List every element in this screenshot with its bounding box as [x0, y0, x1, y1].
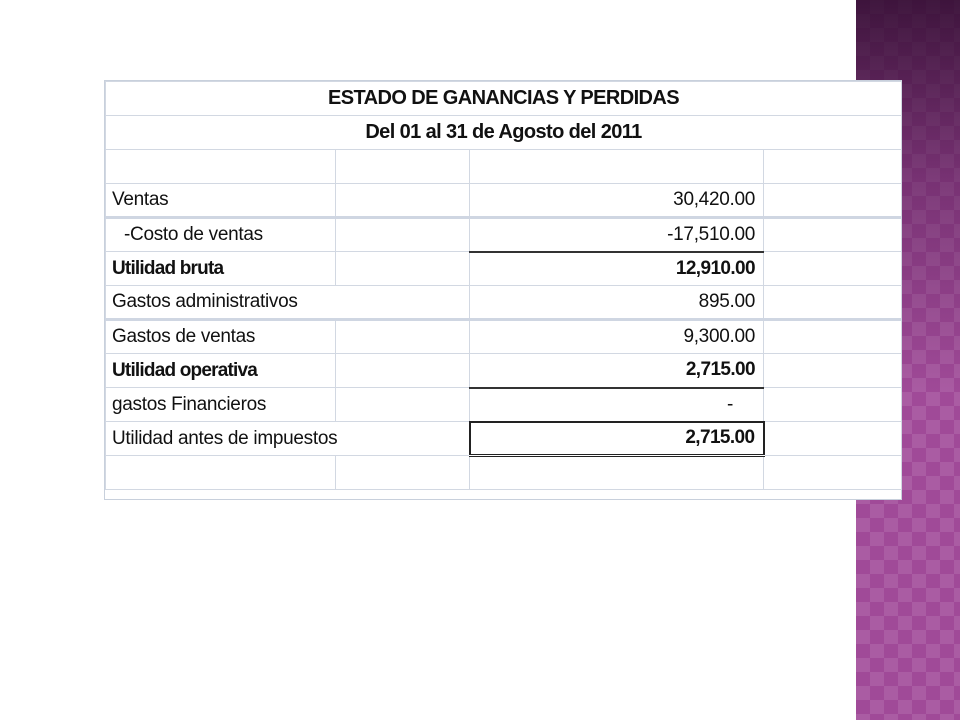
table-row [106, 320, 902, 354]
table-row [106, 286, 902, 320]
row-value-gastos-ventas: 9,300.00 [470, 320, 764, 354]
row-value-gastos-admin: 895.00 [470, 286, 764, 320]
row-label-gastos-financieros: gastos Financieros [106, 388, 336, 422]
period-row [106, 116, 902, 150]
table-row [106, 252, 902, 286]
blank-row [106, 456, 902, 490]
row-label-gastos-ventas: Gastos de ventas [106, 320, 336, 354]
row-label-costo-ventas: -Costo de ventas [106, 218, 336, 252]
row-value-gastos-financieros: - [470, 388, 764, 422]
row-label-gastos-admin: Gastos administrativos [106, 286, 470, 320]
row-value-ventas: 30,420.00 [470, 184, 764, 218]
income-statement-sheet [104, 80, 902, 500]
row-label-utilidad-antes-impuestos: Utilidad antes de impuestos [106, 422, 470, 456]
row-value-costo-ventas: -17,510.00 [470, 218, 764, 252]
statement-period: Del 01 al 31 de Agosto del 2011 [106, 116, 902, 150]
row-label-utilidad-operativa: Utilidad operativa [106, 354, 336, 388]
table-row [106, 422, 902, 456]
table-row [106, 184, 902, 218]
blank-row [106, 150, 902, 184]
row-label-utilidad-bruta: Utilidad bruta [106, 252, 336, 286]
title-row [106, 82, 902, 116]
table-row [106, 354, 902, 388]
table-row [106, 388, 902, 422]
statement-title: ESTADO DE GANANCIAS Y PERDIDAS [106, 82, 902, 116]
row-label-ventas: Ventas [106, 184, 336, 218]
row-value-utilidad-operativa: 2,715.00 [470, 354, 764, 388]
row-value-utilidad-antes-impuestos: 2,715.00 [470, 422, 764, 456]
income-statement-table [105, 81, 902, 490]
table-row [106, 218, 902, 252]
row-value-utilidad-bruta: 12,910.00 [470, 252, 764, 286]
